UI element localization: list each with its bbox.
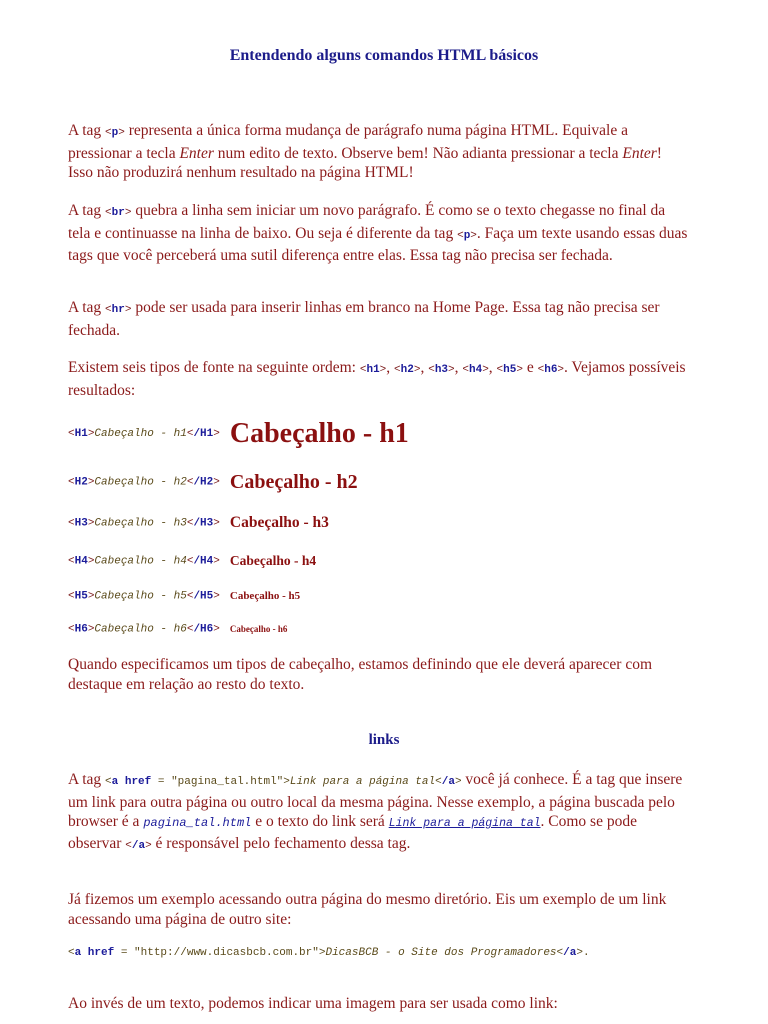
code-page-name: pagina_tal.html [143,816,252,830]
text: ! Isso não produzirá nenhum resultado na página HTML! [68,144,662,181]
text: . Faça um texte usando essas duas tags que você perceberá uma sutil diferença entre elas. Essa tag não precisa ser fechada. [68,224,688,264]
code-tag-p: <p> [457,229,477,242]
text: pode ser usada para inserir linhas em branco na Home Page. Essa tag não precisa ser fechada. [68,299,660,339]
code-tag-h3: <h3> [428,364,455,376]
heading-example-h4: <H4>Cabeçalho - h4</H4> Cabeçalho - h4 [68,553,317,569]
code-a-tag: <a href = "pagina_tal.html">Link para a página tal</a> [105,776,462,788]
heading-example-h2: <H2>Cabeçalho - h2</H2> Cabeçalho - h2 [68,471,358,493]
text: . Vejamos possíveis resultados: [68,359,686,399]
heading-demo-h3: Cabeçalho - h3 [229,514,329,532]
text-enter: Enter [179,144,214,162]
page-title: Entendendo alguns comandos HTML básicos [229,47,539,64]
code-tag-h4: <h4> [462,364,489,376]
code-tag-h6: <h6> [537,364,565,376]
code-tag-p: <p> [105,127,125,139]
heading-demo-h1: Cabeçalho - h1 [229,418,409,449]
text: é responsável pelo fechamento dessa tag. [151,834,411,852]
code-tag-close-a: </a> [125,839,152,852]
paragraph-font-types: Existem seis tipos de fonte na seguinte ordem: <h1>, <h2>, <h3>, <h4>, <h5> e <h6>. Vejamos possíveis resultados: [68,359,686,399]
heading-example-h6: <H6>Cabeçalho - h6</H6> Cabeçalho - h6 [68,623,288,636]
text: A tag [68,299,106,316]
heading-demo-h5: Cabeçalho - h5 [229,590,301,603]
heading-demo-h4: Cabeçalho - h4 [229,553,317,569]
text: A tag [68,771,106,788]
text: e o texto do link será [251,813,389,830]
paragraph-hr-tag [68,298,688,340]
text: Existem seis tipos de fonte na seguinte ordem: [68,359,360,376]
paragraph-br-tag [68,201,688,266]
text: num edito de texto. Observe bem! Não adianta pressionar a tecla [213,144,623,162]
paragraph-external-link: Já fizemos um exemplo acessando outra página do mesmo diretório. Eis um exemplo de um link acessando uma página de outro site: [68,891,667,928]
paragraph-image-link: Ao invés de um texto, podemos indicar uma imagem para ser usada como link: [68,995,558,1012]
code-tag-h5: <h5> [496,364,523,376]
text: A tag [68,122,106,139]
code-tag-h2: <h2> [394,364,421,376]
heading-example-h3: <H3>Cabeçalho - h3</H3> Cabeçalho - h3 [68,514,329,532]
section-heading-links: links [368,732,400,748]
text: quebra a linha sem iniciar um novo parágrafo. É como se o texto chegasse no final da tela e continuasse na linha de baixo. Ou seja é diferente da tag [68,202,666,242]
code-tag-hr: <hr> [105,304,132,316]
paragraph-heading-note: Quando especificamos um tipos de cabeçalho, estamos definindo que ele deverá aparecer com destaque em relação ao resto do texto. [68,656,653,693]
example-link[interactable]: Link para a página tal [388,817,541,830]
heading-example-h1: <H1>Cabeçalho - h1</H1> Cabeçalho - h1 [68,418,409,449]
code-tag-br: <br> [105,207,132,219]
heading-demo-h6: Cabeçalho - h6 [229,624,288,635]
code-example-external-link: <a href = "http://www.dicasbcb.com.br">DicasBCB - o Site dos Programadores</a>. [68,947,590,959]
text: você já conhece. É a tag que insere um link para outra página ou outro local da mesma página. Nesse exemplo, a página buscada pelo browser é a [68,771,683,830]
text: representa a única forma mudança de parágrafo numa página HTML. Equivale a pressionar a tecla [68,122,628,162]
paragraph-a-tag [68,770,688,856]
text-enter: Enter [622,144,657,162]
code-tag-h1: <h1> [359,364,387,376]
heading-example-h5: <H5>Cabeçalho - h5</H5> Cabeçalho - h5 [68,590,301,603]
text: . Como se pode observar [68,813,637,852]
paragraph-p-tag [68,121,688,183]
heading-demo-h2: Cabeçalho - h2 [229,471,358,493]
text: A tag [68,202,106,219]
